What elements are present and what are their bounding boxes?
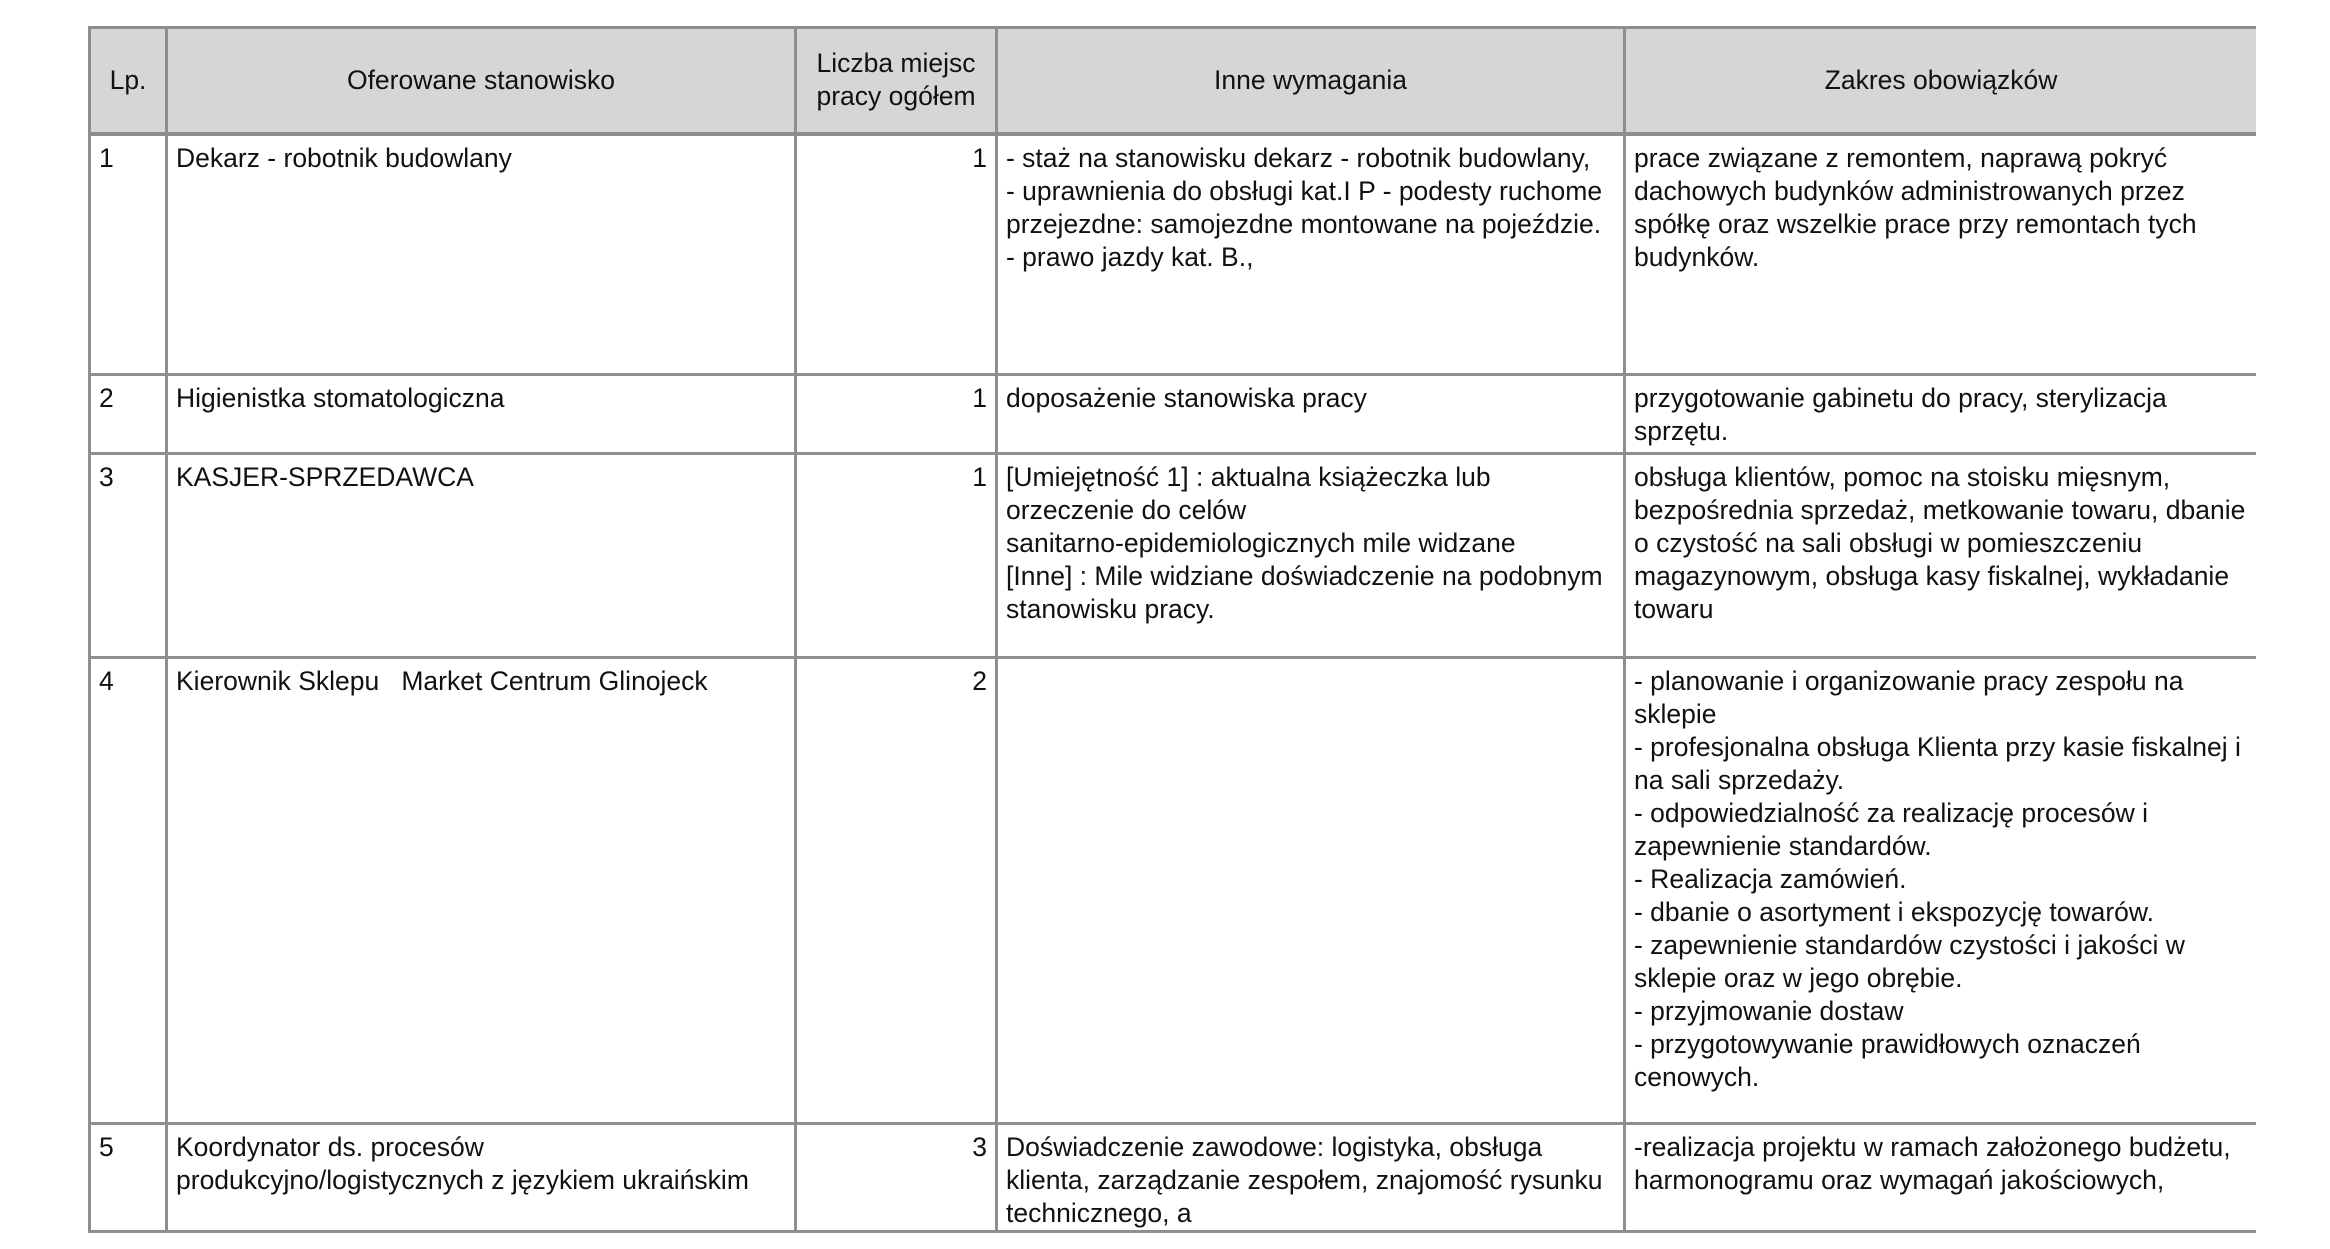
table-row: [90, 134, 2257, 375]
cell-duties: - planowanie i organizowanie pracy zespołu na sklepie - profesjonalna obsługa Klienta przy kasie fiskalnej i na sali sprzedaży. - odpowiedzialność za realizację procesów i zapewnienie standardów. - Realizacja zamówień. - dbanie o asortyment i ekspozycję towarów. - zapewnienie standardów czystości i jakości w sklepie oraz w jego obrębie. - przyjmowanie dostaw - przygotowywanie prawidłowych oznaczeń cenowych.: [1625, 658, 2257, 1124]
cell-count: 1: [796, 454, 997, 658]
cell-position: Dekarz - robotnik budowlany: [167, 134, 796, 375]
cell-duties: prace związane z remontem, naprawą pokryć dachowych budynków administrowanych przez spółkę oraz wszelkie prace przy remontach tych budynków.: [1625, 134, 2257, 375]
table-row: [90, 658, 2257, 1124]
header-requirements: Inne wymagania: [997, 28, 1625, 134]
header-row: [90, 28, 2257, 134]
cell-lp: 1: [90, 134, 167, 375]
header-count: Liczba miejsc pracy ogółem: [796, 28, 997, 134]
cell-duties: -realizacja projektu w ramach założonego budżetu, harmonogramu oraz wymagań jakościowych,: [1625, 1124, 2257, 1234]
cell-lp: 5: [90, 1124, 167, 1234]
cell-position: Higienistka stomatologiczna: [167, 375, 796, 454]
cell-duties: przygotowanie gabinetu do pracy, sterylizacja sprzętu.: [1625, 375, 2257, 454]
table-row: [90, 375, 2257, 454]
cell-requirements: doposażenie stanowiska pracy: [997, 375, 1625, 454]
job-offers-table: [88, 26, 2256, 1233]
cell-requirements: [997, 658, 1625, 1124]
table-row: [90, 454, 2257, 658]
cell-requirements: [Umiejętność 1] : aktualna książeczka lub orzeczenie do celów sanitarno-epidemiologicznych mile widzane [Inne] : Mile widziane doświadczenie na podobnym stanowisku pracy.: [997, 454, 1625, 658]
job-offers-table-container: [88, 26, 2256, 1233]
table-row: [90, 1124, 2257, 1234]
cell-lp: 3: [90, 454, 167, 658]
cell-requirements: Doświadczenie zawodowe: logistyka, obsługa klienta, zarządzanie zespołem, znajomość rysunku technicznego, a: [997, 1124, 1625, 1234]
cell-requirements: - staż na stanowisku dekarz - robotnik budowlany, - uprawnienia do obsługi kat.I P - podesty ruchome przejezdne: samojezdne montowane na pojeździe. - prawo jazdy kat. B.,: [997, 134, 1625, 375]
cell-count: 1: [796, 134, 997, 375]
cell-count: 1: [796, 375, 997, 454]
cell-count: 3: [796, 1124, 997, 1234]
cell-position: Kierownik Sklepu Market Centrum Glinojeck: [167, 658, 796, 1124]
cell-position: Koordynator ds. procesów produkcyjno/logistycznych z językiem ukraińskim: [167, 1124, 796, 1234]
table-body: [90, 134, 2257, 1234]
header-position: Oferowane stanowisko: [167, 28, 796, 134]
cell-count: 2: [796, 658, 997, 1124]
cell-position: KASJER-SPRZEDAWCA: [167, 454, 796, 658]
header-duties: Zakres obowiązków: [1625, 28, 2257, 134]
header-lp: Lp.: [90, 28, 167, 134]
table-header: [90, 28, 2257, 134]
cell-duties: obsługa klientów, pomoc na stoisku mięsnym, bezpośrednia sprzedaż, metkowanie towaru, dbanie o czystość na sali obsługi w pomieszczeniu magazynowym, obsługa kasy fiskalnej, wykładanie towaru: [1625, 454, 2257, 658]
cell-lp: 4: [90, 658, 167, 1124]
cell-lp: 2: [90, 375, 167, 454]
